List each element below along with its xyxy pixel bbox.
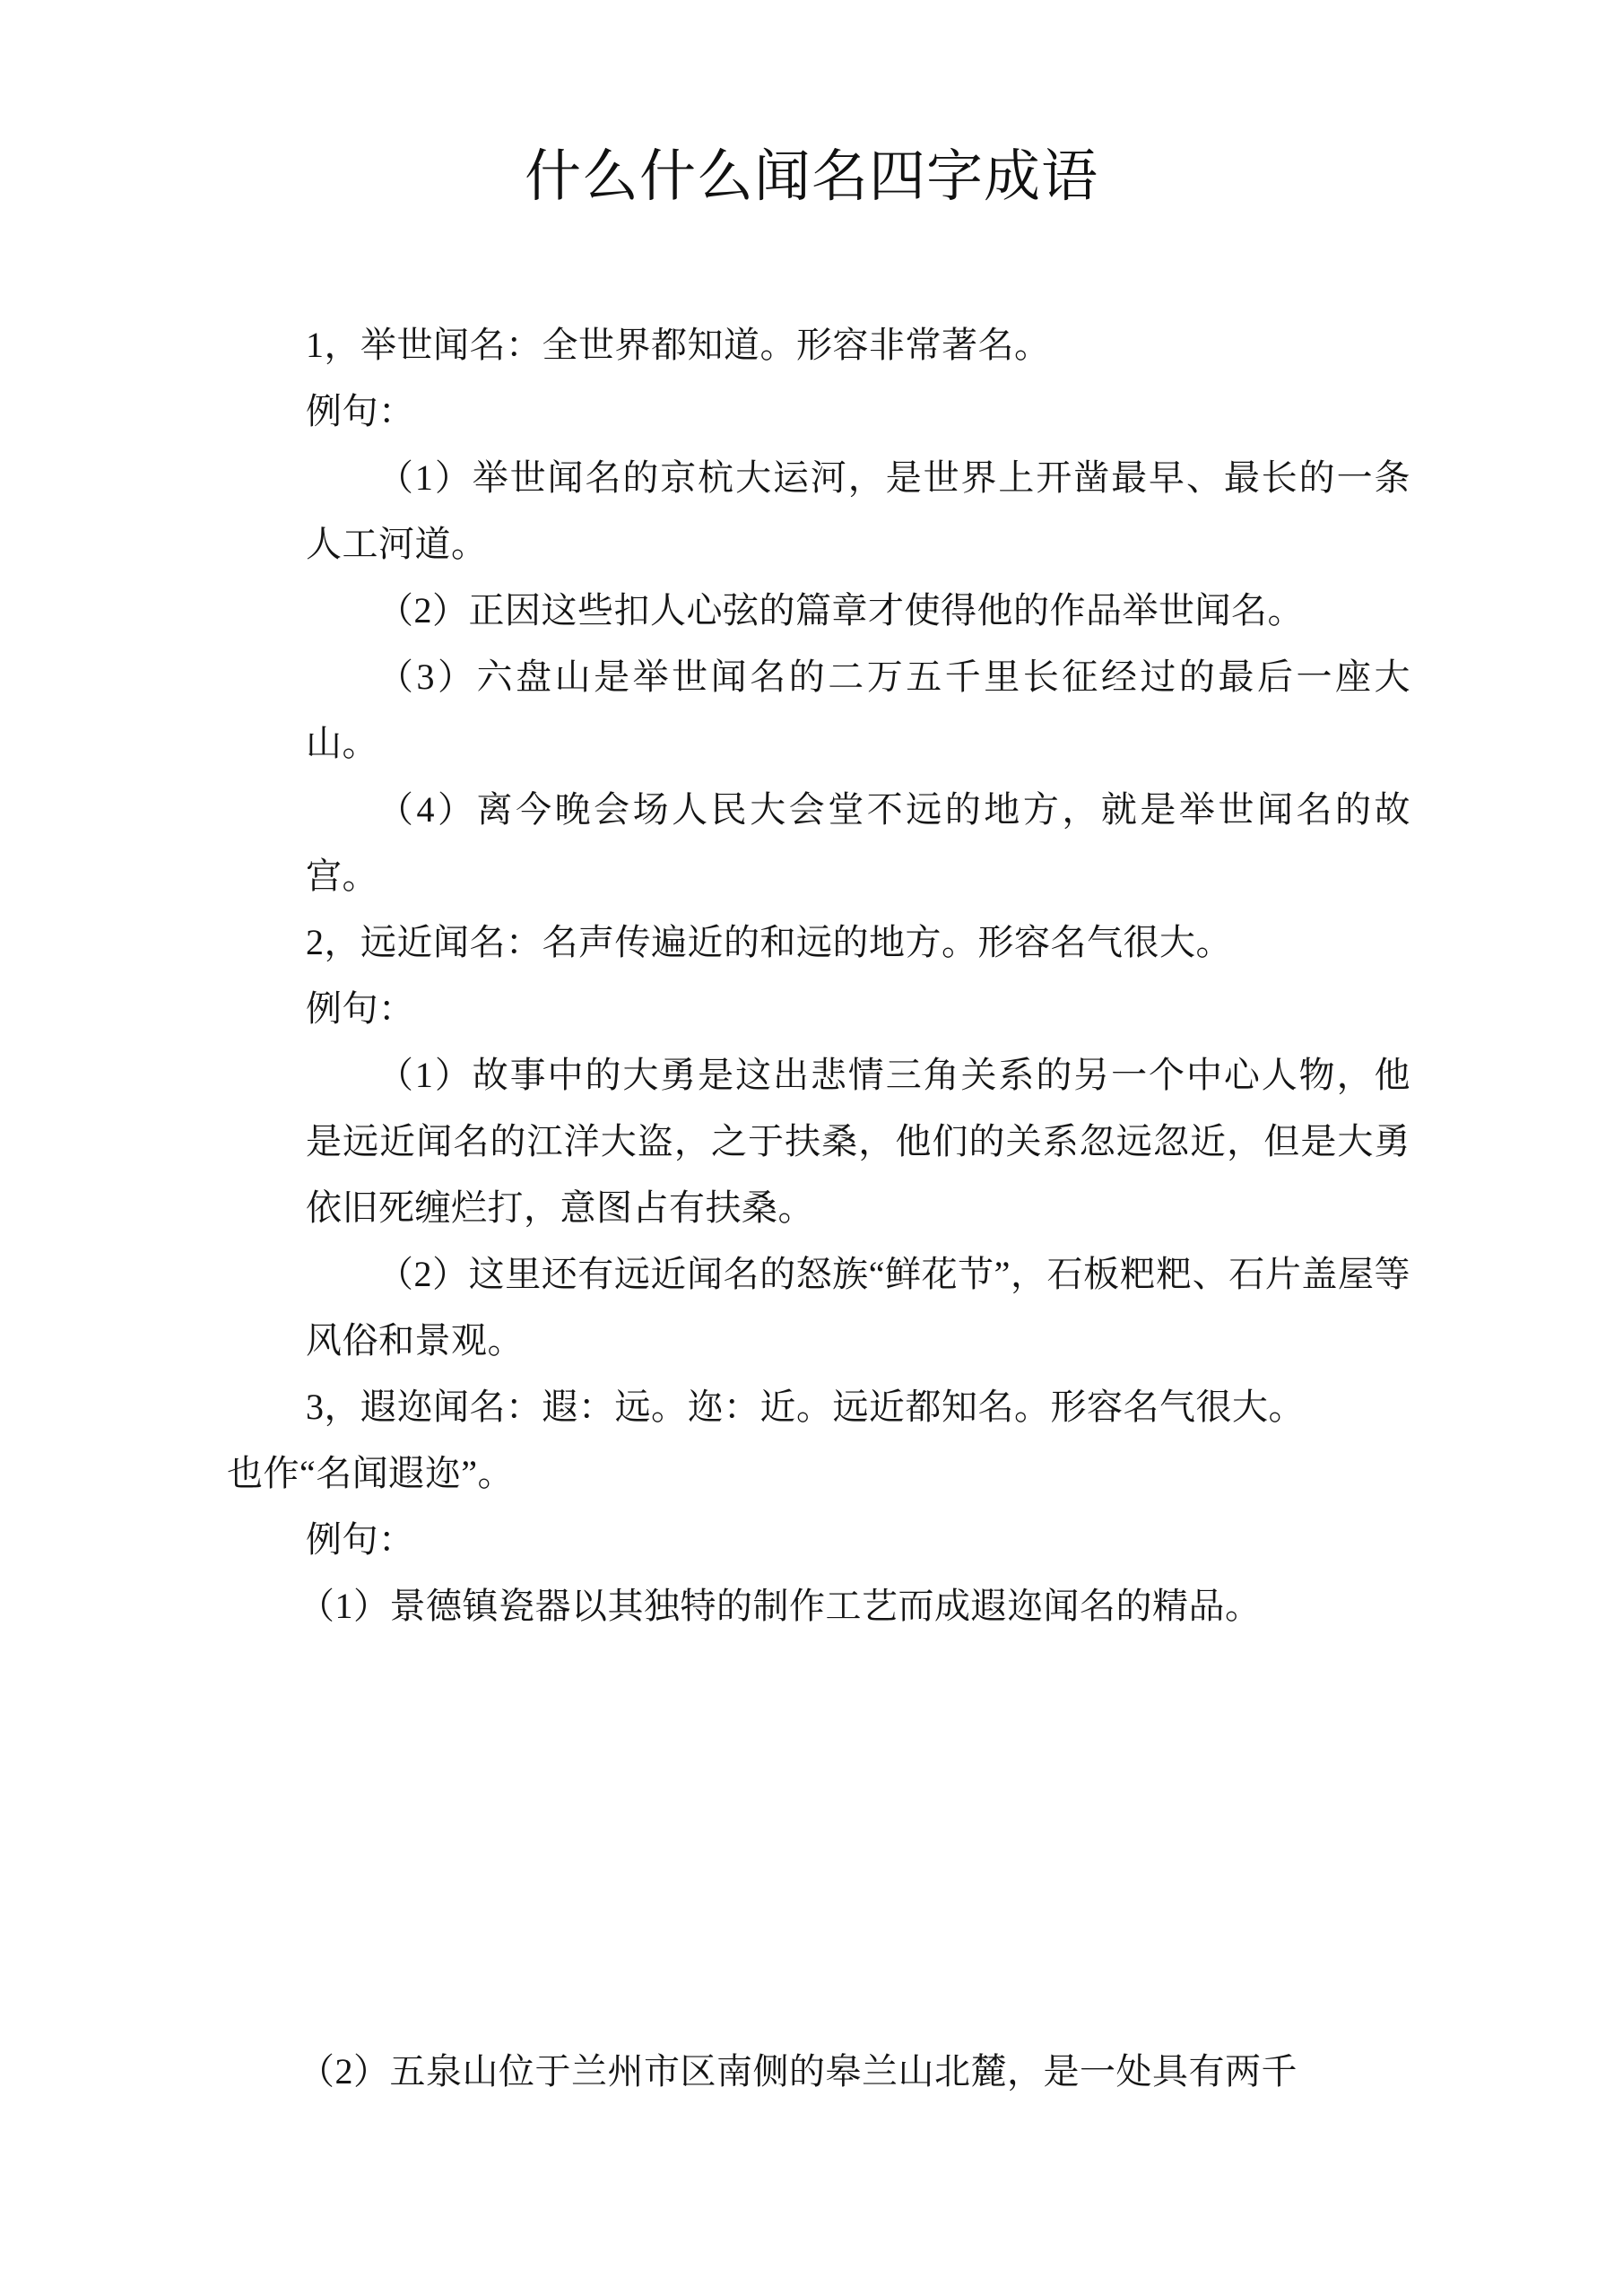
idiom-entry-heading: 1，举世闻名：全世界都知道。形容非常著名。 — [306, 325, 1051, 365]
examples-label: 例句： — [306, 988, 415, 1029]
example-sentence: （4）离今晚会场人民大会堂不远的地方，就是举世闻名的故宫。 — [306, 789, 1410, 896]
example-sentence: （2）正因这些扣人心弦的篇章才使得他的作品举世闻名。 — [378, 590, 1304, 631]
example-sentence: （1）举世闻名的京杭大运河，是世界上开凿最早、最长的一条人工河道。 — [306, 457, 1410, 564]
examples-label: 例句： — [306, 391, 415, 431]
idiom-entry-heading: 2，远近闻名：名声传遍近的和远的地方。形容名气很大。 — [306, 922, 1232, 962]
idiom-entry-heading-continuation: 也作“名闻遐迩”。 — [227, 1453, 515, 1493]
document-body — [227, 312, 1410, 1639]
page-title: 什么什么闻名四字成语 — [525, 145, 1098, 208]
example-sentence-clipped: （2）五泉山位于兰州市区南侧的皋兰山北麓，是一处具有两千 — [299, 2051, 1298, 2092]
idiom-entry-heading: 3，遐迩闻名：遐：远。迩：近。远近都知名。形容名气很大。 — [306, 1387, 1305, 1427]
example-sentence: （2）这里还有远近闻名的怒族“鲜花节”，石板粑粑、石片盖屋等风俗和景观。 — [306, 1254, 1410, 1361]
example-sentence: （1）故事中的大勇是这出悲情三角关系的另一个中心人物，他是远近闻名的江洋大盗，之于扶桑，他们的关系忽远忽近，但是大勇依旧死缠烂打，意图占有扶桑。 — [306, 1055, 1410, 1228]
example-sentence: （1）景德镇瓷器以其独特的制作工艺而成遐迩闻名的精品。 — [299, 1586, 1262, 1626]
clipped-bottom-line-container — [227, 2049, 1428, 2101]
example-sentence: （3）六盘山是举世闻名的二万五千里长征经过的最后一座大山。 — [306, 657, 1410, 763]
examples-label: 例句： — [306, 1519, 415, 1560]
